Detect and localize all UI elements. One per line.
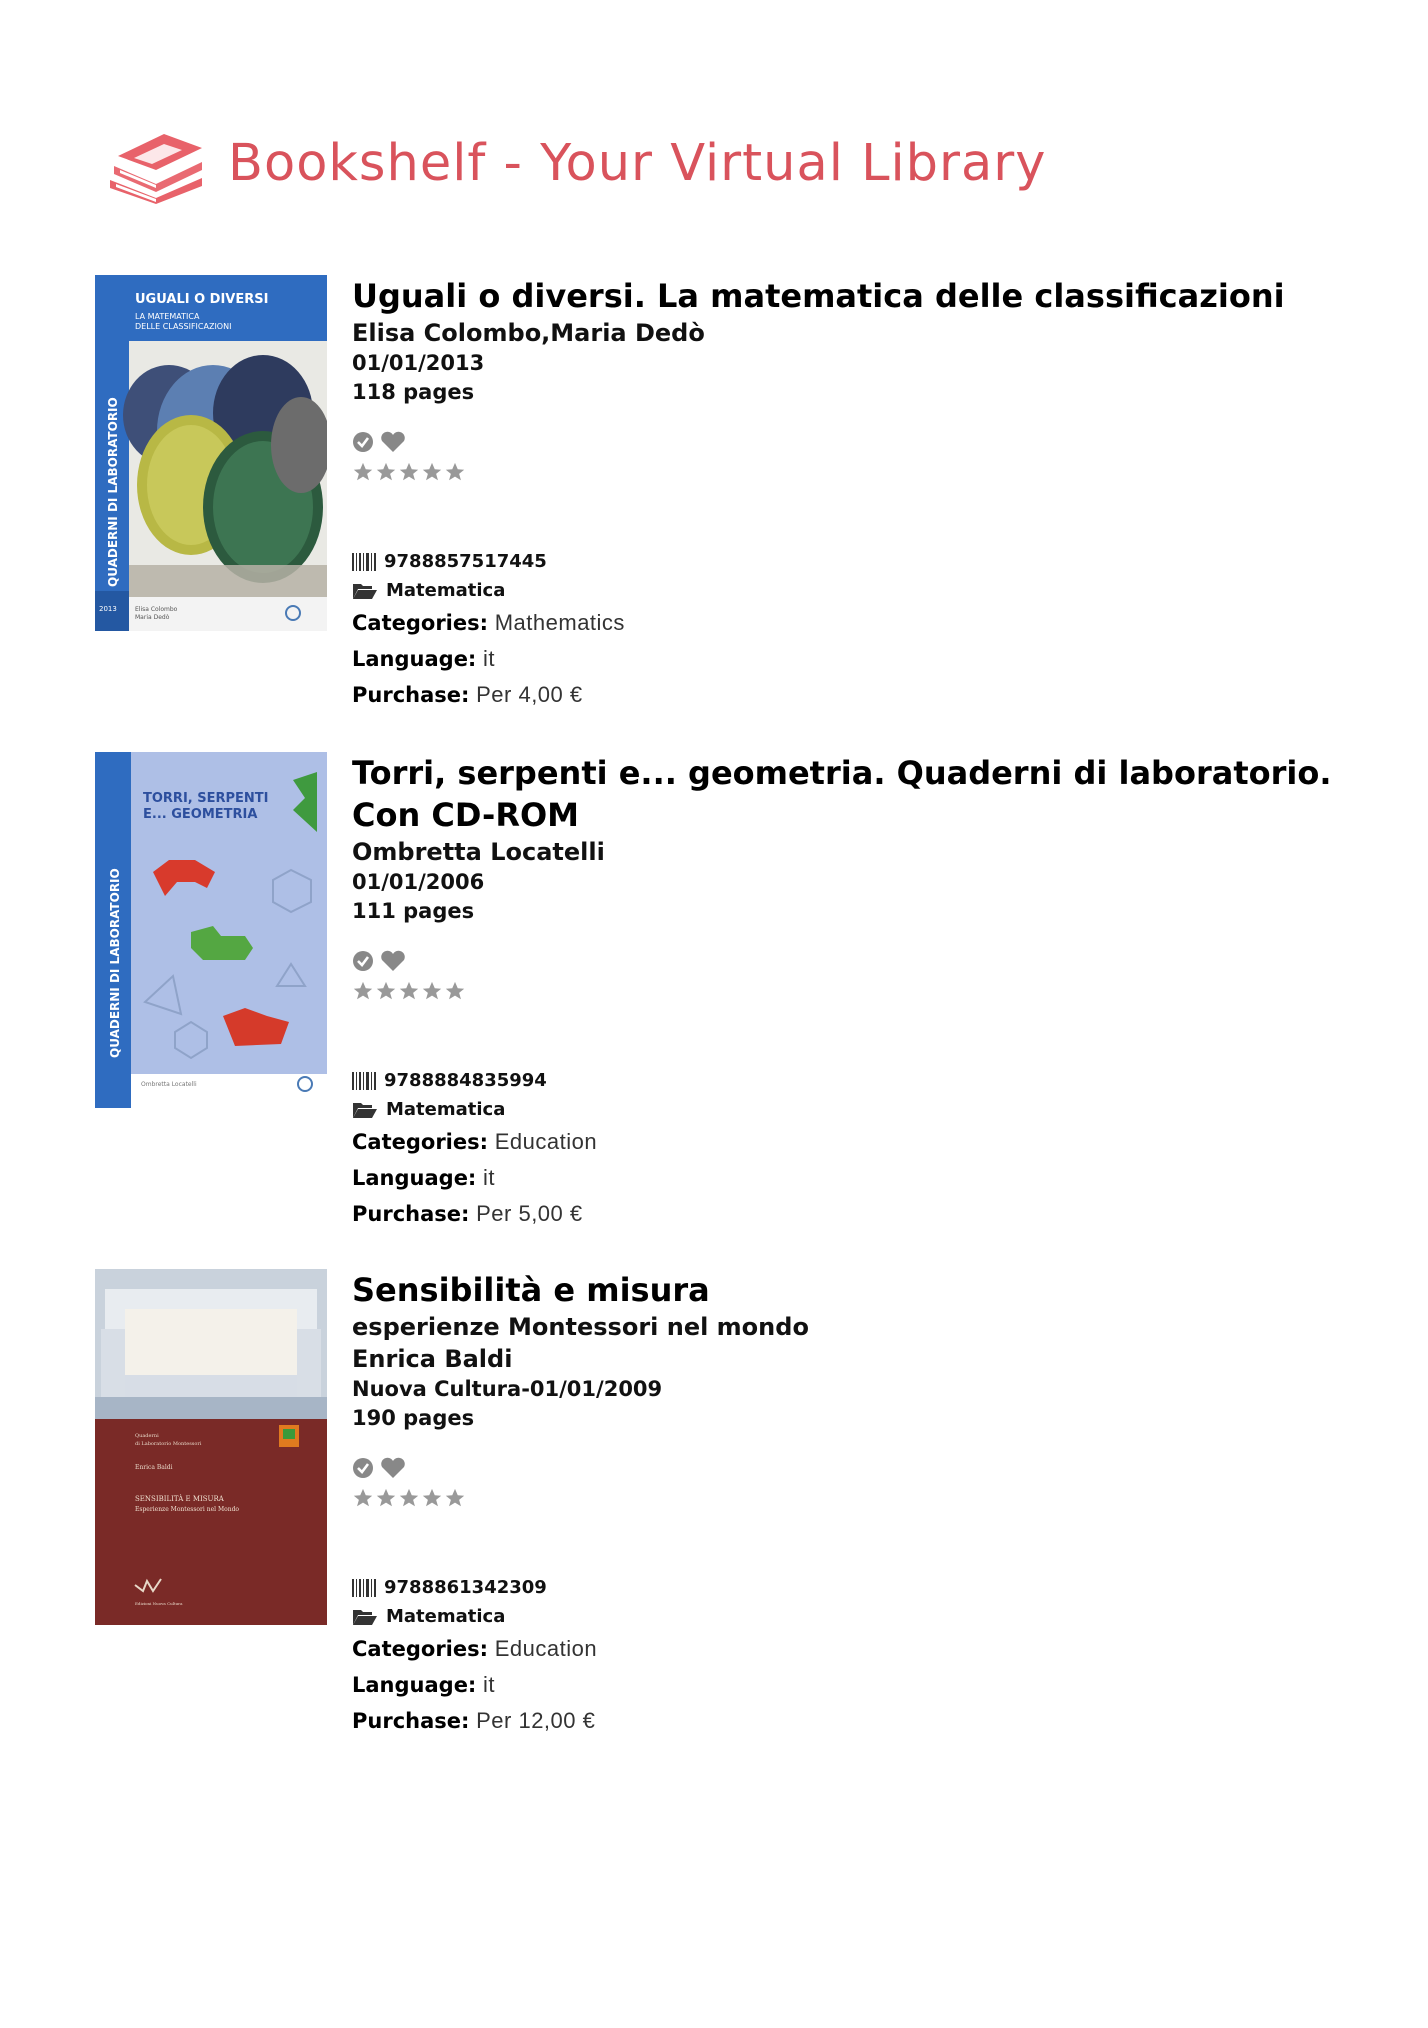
star-icon xyxy=(375,1487,397,1509)
book-pages: 111 pages xyxy=(352,899,475,923)
book-cover[interactable] xyxy=(95,752,327,1108)
categories-row: Categories: Education xyxy=(352,1129,598,1154)
star-icon xyxy=(444,980,466,1002)
book-pages: 190 pages xyxy=(352,1406,475,1430)
language-row: Language: it xyxy=(352,646,496,671)
book-authors: Elisa Colombo,Maria Dedò xyxy=(352,319,705,347)
svg-text:DELLE CLASSIFICAZIONI: DELLE CLASSIFICAZIONI xyxy=(135,322,232,331)
svg-text:Esperienze Montessori nel Mond: Esperienze Montessori nel Mondo xyxy=(135,1506,240,1513)
read-check-icon[interactable] xyxy=(352,950,374,972)
purchase-row: Purchase: Per 5,00 € xyxy=(352,1201,583,1226)
language-row: Language: it xyxy=(352,1672,496,1697)
rating-stars[interactable] xyxy=(352,980,1352,1004)
star-icon xyxy=(444,461,466,483)
book-cover[interactable] xyxy=(95,275,327,631)
book-title[interactable]: Torri, serpenti e... geometria. Quaderni di laboratorio. Con CD-ROM xyxy=(352,754,1332,834)
book-date: Nuova Cultura-01/01/2009 xyxy=(352,1377,663,1401)
svg-text:Ombretta Locatelli: Ombretta Locatelli xyxy=(141,1081,197,1088)
language-value: it xyxy=(483,646,496,671)
star-icon xyxy=(398,461,420,483)
rating-stars[interactable] xyxy=(352,461,1352,485)
folder-open-icon xyxy=(352,582,378,600)
category-tag[interactable]: Matematica xyxy=(386,580,506,601)
book-cover[interactable] xyxy=(95,1269,327,1625)
folder-open-icon xyxy=(352,1608,378,1626)
rating-stars[interactable] xyxy=(352,1487,1352,1511)
isbn-row xyxy=(352,1066,1352,1095)
star-icon xyxy=(352,980,374,1002)
book-date: 01/01/2006 xyxy=(352,870,485,894)
book-title[interactable]: Uguali o diversi. La matematica delle classificazioni xyxy=(352,277,1285,315)
star-icon xyxy=(398,1487,420,1509)
book-pages: 118 pages xyxy=(352,380,475,404)
svg-text:2013: 2013 xyxy=(99,605,117,613)
svg-text:Enrica Baldi: Enrica Baldi xyxy=(135,1464,173,1471)
svg-text:Quaderni: Quaderni xyxy=(135,1433,159,1439)
book-info xyxy=(352,752,1352,1232)
read-check-icon[interactable] xyxy=(352,431,374,453)
categories-value: Mathematics xyxy=(494,610,625,635)
book-authors: Ombretta Locatelli xyxy=(352,838,605,866)
book-actions xyxy=(352,1455,1352,1481)
categories-row: Categories: Mathematics xyxy=(352,610,625,635)
svg-text:E... GEOMETRIA: E... GEOMETRIA xyxy=(143,807,258,822)
star-icon xyxy=(375,980,397,1002)
isbn-value: 9788884835994 xyxy=(384,1070,547,1091)
svg-text:LA MATEMATICA: LA MATEMATICA xyxy=(135,312,200,321)
site-header xyxy=(104,118,1046,208)
read-check-icon[interactable] xyxy=(352,1457,374,1479)
purchase-value[interactable]: Per 12,00 € xyxy=(476,1708,596,1733)
star-icon xyxy=(352,1487,374,1509)
book-actions xyxy=(352,429,1352,455)
book-actions xyxy=(352,948,1352,974)
barcode-icon xyxy=(352,1579,376,1597)
category-row xyxy=(352,576,1352,605)
category-row xyxy=(352,1602,1352,1631)
book-date: 01/01/2013 xyxy=(352,351,485,375)
purchase-row: Purchase: Per 12,00 € xyxy=(352,1708,596,1733)
favorite-heart-icon[interactable] xyxy=(380,1457,406,1479)
book-title[interactable]: Sensibilità e misura xyxy=(352,1271,710,1309)
barcode-icon xyxy=(352,553,376,571)
isbn-row xyxy=(352,547,1352,576)
category-row xyxy=(352,1095,1352,1124)
favorite-heart-icon[interactable] xyxy=(380,431,406,453)
star-icon xyxy=(421,980,443,1002)
barcode-icon xyxy=(352,1072,376,1090)
category-tag[interactable]: Matematica xyxy=(386,1606,506,1627)
cover-series: QUADERNI DI LABORATORIO xyxy=(108,868,122,1058)
cover-series: QUADERNI DI LABORATORIO xyxy=(106,397,120,587)
isbn-value: 9788861342309 xyxy=(384,1577,547,1598)
book-info xyxy=(352,275,1352,713)
purchase-value[interactable]: Per 4,00 € xyxy=(476,682,583,707)
star-icon xyxy=(421,461,443,483)
favorite-heart-icon[interactable] xyxy=(380,950,406,972)
book-info xyxy=(352,1269,1352,1739)
star-icon xyxy=(398,980,420,1002)
svg-text:Edizioni Nuova Cultura: Edizioni Nuova Cultura xyxy=(135,1601,183,1606)
folder-open-icon xyxy=(352,1101,378,1119)
star-icon xyxy=(444,1487,466,1509)
categories-value: Education xyxy=(494,1129,598,1154)
svg-text:SENSIBILITÀ E MISURA: SENSIBILITÀ E MISURA xyxy=(135,1495,224,1503)
site-title: Bookshelf - Your Virtual Library xyxy=(228,133,1047,193)
language-value: it xyxy=(483,1672,496,1697)
purchase-value[interactable]: Per 5,00 € xyxy=(476,1201,583,1226)
isbn-value: 9788857517445 xyxy=(384,551,547,572)
isbn-row xyxy=(352,1573,1352,1602)
svg-text:Maria Dedò: Maria Dedò xyxy=(135,614,170,621)
category-tag[interactable]: Matematica xyxy=(386,1099,506,1120)
cover-title: UGUALI O DIVERSI xyxy=(135,292,269,307)
language-value: it xyxy=(483,1165,496,1190)
categories-row: Categories: Education xyxy=(352,1636,598,1661)
language-row: Language: it xyxy=(352,1165,496,1190)
svg-text:TORRI, SERPENTI: TORRI, SERPENTI xyxy=(143,791,269,806)
svg-text:di Laboratorio Montessori: di Laboratorio Montessori xyxy=(135,1441,202,1447)
star-icon xyxy=(375,461,397,483)
svg-text:Elisa Colombo: Elisa Colombo xyxy=(135,606,178,613)
star-icon xyxy=(421,1487,443,1509)
books-stack-icon xyxy=(104,122,208,204)
book-subtitle: esperienze Montessori nel mondo xyxy=(352,1313,809,1341)
categories-value: Education xyxy=(494,1636,598,1661)
star-icon xyxy=(352,461,374,483)
purchase-row: Purchase: Per 4,00 € xyxy=(352,682,583,707)
book-authors: Enrica Baldi xyxy=(352,1345,513,1373)
